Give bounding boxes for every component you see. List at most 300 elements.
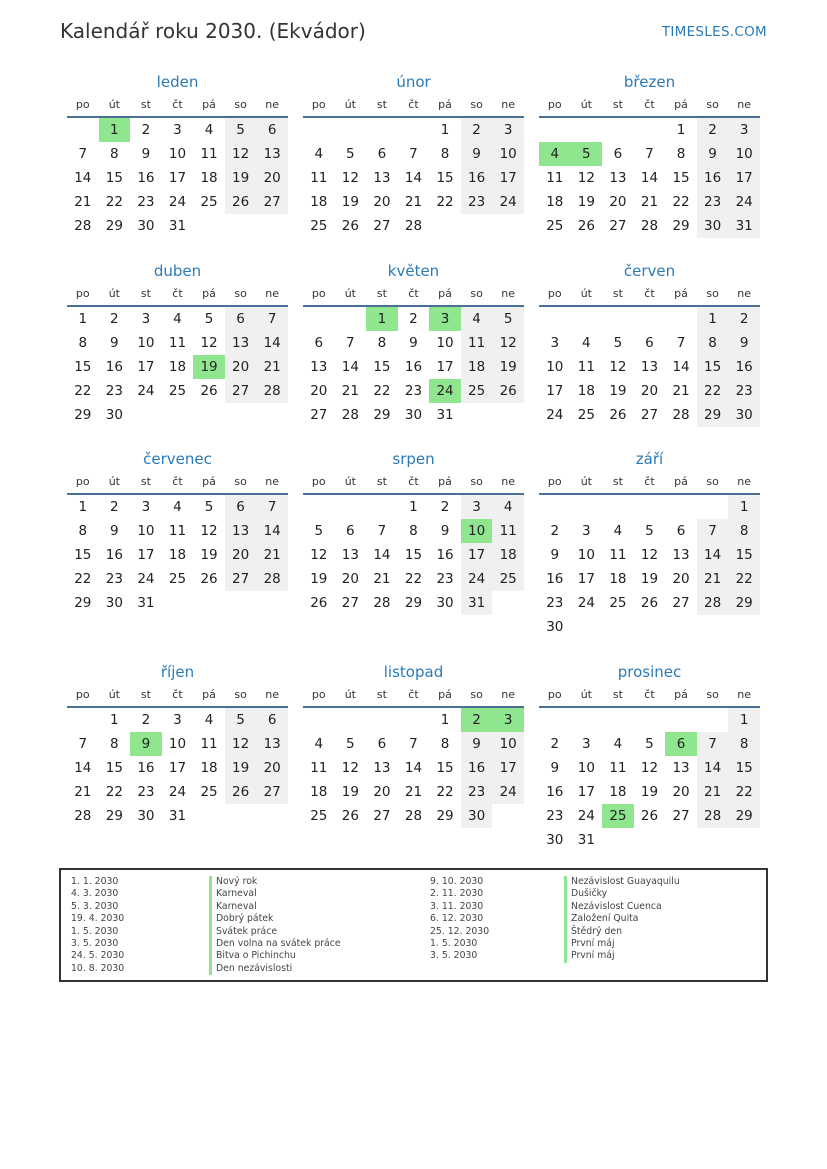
day-cell: 21 [404,194,423,210]
day-cell: 1 [728,708,760,732]
day-cell: 17 [492,166,524,190]
day-cell: 14 [74,760,92,776]
day-cell: 14 [672,359,690,375]
weekday-label: ne [737,287,752,300]
weekday-label: st [140,287,151,300]
day-cell: 16 [546,784,564,800]
weekday-label: pá [202,475,216,488]
day-cell: 22 [404,571,423,587]
day-cell: 26 [492,379,524,403]
day-cell: 1 [697,307,729,331]
day-cell: 1 [78,311,88,327]
weekday-label: po [75,287,90,300]
weekday-label: pá [674,98,688,111]
weekday-label: pá [202,287,216,300]
month-title: leden [156,73,199,91]
legend-holiday-name: Nezávislost Guayaquilu [564,876,680,888]
day-cell: 4 [613,523,623,539]
weekday-label: so [470,688,483,701]
day-cell: 18 [200,170,218,186]
weekday-label: pá [674,287,688,300]
month-říjen [67,661,288,828]
day-cell: 28 [697,591,729,615]
day-grid [67,118,288,238]
day-cell: 22 [105,784,123,800]
legend-holiday-name: První máj [564,950,680,962]
weekday-header [539,283,760,307]
empty-cell [571,307,603,331]
day-cell: 8 [676,146,686,162]
day-cell: 7 [697,519,729,543]
holiday-day-cell: 5 [571,142,603,166]
day-cell: 26 [640,808,659,824]
weekday-label: út [580,475,592,488]
day-cell: 5 [492,307,524,331]
holiday-day-cell: 19 [193,355,225,379]
day-cell: 10 [546,359,564,375]
day-cell: 26 [341,218,359,234]
day-cell: 25 [609,595,627,611]
day-cell: 31 [577,832,595,848]
day-cell: 19 [640,784,659,800]
day-cell: 2 [141,122,151,138]
day-cell: 17 [577,784,595,800]
day-cell: 8 [728,732,760,756]
day-cell: 25 [310,218,328,234]
day-cell: 6 [256,708,288,732]
day-cell: 18 [200,760,218,776]
day-cell: 10 [577,547,595,563]
weekday-label: ne [501,287,516,300]
day-cell: 23 [137,784,155,800]
empty-cell [67,118,99,142]
legend-date: 19. 4. 2030 [71,913,125,925]
day-cell: 7 [676,335,686,351]
day-cell: 14 [697,756,729,780]
day-cell: 5 [346,736,355,752]
day-cell: 4 [461,307,493,331]
day-cell: 21 [74,784,92,800]
month-červen [539,260,760,427]
day-cell: 1 [409,499,418,515]
day-cell: 28 [404,218,423,234]
weekday-label: út [344,287,356,300]
day-cell: 16 [546,571,564,587]
empty-cell [634,118,666,142]
empty-cell [665,495,697,519]
day-cell: 12 [225,142,257,166]
day-cell: 23 [546,808,564,824]
weekday-label: so [706,688,719,701]
day-cell: 23 [105,571,123,587]
weekday-label: po [75,98,90,111]
day-cell: 24 [546,407,564,423]
day-cell: 27 [256,780,288,804]
weekday-label: st [612,475,623,488]
day-cell: 3 [492,118,524,142]
legend-holiday-name: Den volna na svátek práce [209,938,341,950]
day-cell: 10 [168,736,187,752]
weekday-label: út [108,287,120,300]
day-cell: 28 [256,567,288,591]
day-cell: 16 [461,166,493,190]
day-cell: 7 [645,146,654,162]
weekday-label: čt [408,287,419,300]
day-cell: 23 [728,379,760,403]
day-cell: 21 [74,194,92,210]
day-cell: 30 [546,619,564,635]
day-cell: 29 [404,595,423,611]
day-cell: 19 [341,194,359,210]
day-cell: 4 [613,736,623,752]
day-cell: 27 [373,218,391,234]
day-cell: 13 [373,170,391,186]
month-listopad [303,661,524,828]
day-cell: 18 [310,784,328,800]
day-cell: 7 [697,732,729,756]
day-cell: 12 [640,760,659,776]
day-cell: 30 [436,595,454,611]
weekday-label: pá [438,688,452,701]
day-cell: 12 [640,547,659,563]
day-cell: 20 [256,756,288,780]
day-cell: 28 [341,407,359,423]
legend-date: 6. 12. 2030 [430,913,484,925]
day-cell: 24 [168,784,187,800]
day-cell: 18 [310,194,328,210]
day-cell: 5 [314,523,324,539]
day-cell: 10 [137,523,155,539]
day-cell: 6 [613,146,623,162]
weekday-label: so [234,475,247,488]
day-cell: 11 [492,519,524,543]
day-cell: 13 [256,142,288,166]
legend-date: 1. 1. 2030 [71,876,119,887]
day-cell: 19 [225,756,257,780]
day-cell: 24 [492,190,524,214]
weekday-label: čt [644,98,655,111]
weekday-label: so [706,98,719,111]
day-cell: 22 [373,383,391,399]
legend-holiday-name: Nezávislost Cuenca [564,901,680,913]
day-cell: 11 [461,331,493,355]
weekday-label: ne [265,688,280,701]
day-cell: 8 [409,523,418,539]
month-title: prosinec [617,663,682,681]
weekday-label: po [75,475,90,488]
weekday-label: po [547,98,562,111]
day-cell: 27 [672,595,690,611]
day-cell: 9 [110,335,119,351]
day-cell: 26 [310,595,328,611]
day-cell: 15 [105,170,123,186]
legend-holiday-name: Karneval [209,888,341,900]
holiday-day-cell: 1 [99,118,131,142]
day-cell: 23 [404,383,423,399]
day-cell: 24 [137,383,155,399]
day-cell: 8 [78,523,88,539]
empty-cell [634,495,666,519]
weekday-label: út [344,98,356,111]
month-title: listopad [383,663,444,681]
day-cell: 24 [728,190,760,214]
weekday-label: čt [172,287,183,300]
day-grid [303,495,524,615]
day-cell: 26 [609,407,627,423]
empty-cell [335,307,367,331]
weekday-label: út [344,475,356,488]
day-cell: 7 [78,146,88,162]
legend-holiday-name: Karneval [209,901,341,913]
weekday-label: čt [644,287,655,300]
legend-holiday-name: Svátek práce [209,926,341,938]
day-cell: 12 [577,170,595,186]
day-cell: 17 [137,547,155,563]
day-cell: 15 [436,170,454,186]
weekday-label: po [311,688,326,701]
legend-holiday-name: Dobrý pátek [209,913,341,925]
day-cell: 7 [78,736,88,752]
weekday-label: pá [202,688,216,701]
day-cell: 14 [256,519,288,543]
day-cell: 14 [373,547,391,563]
month-květen [303,260,524,427]
month-březen [539,71,760,238]
weekday-header [539,94,760,118]
weekday-header [303,283,524,307]
legend-holiday-name: Štědrý den [564,926,680,938]
weekday-label: st [140,475,151,488]
day-cell: 13 [341,547,359,563]
holiday-day-cell: 4 [539,142,571,166]
day-cell: 14 [341,359,359,375]
day-cell: 27 [672,808,690,824]
day-cell: 16 [697,166,729,190]
weekday-header [67,471,288,495]
day-cell: 18 [609,784,627,800]
weekday-header [539,471,760,495]
day-cell: 16 [105,359,123,375]
weekday-label: st [612,688,623,701]
day-cell: 20 [640,383,659,399]
day-cell: 12 [492,331,524,355]
day-cell: 9 [550,760,560,776]
day-cell: 19 [310,571,328,587]
day-cell: 6 [225,307,257,331]
month-title: březen [623,73,676,91]
day-cell: 15 [672,170,690,186]
day-cell: 18 [546,194,564,210]
day-cell: 3 [173,712,182,728]
day-cell: 20 [672,571,690,587]
month-červenec [67,448,288,615]
page-title: Kalendář roku 2030. (Ekvádor) [60,19,366,43]
empty-cell [539,118,571,142]
day-cell: 23 [546,595,564,611]
day-cell: 5 [204,499,214,515]
day-grid [303,307,524,427]
day-cell: 13 [256,732,288,756]
day-cell: 26 [640,595,659,611]
day-cell: 6 [676,523,686,539]
day-cell: 2 [141,712,151,728]
day-cell: 9 [728,331,760,355]
day-cell: 25 [461,379,493,403]
day-cell: 8 [78,335,88,351]
weekday-label: čt [172,688,183,701]
day-cell: 27 [341,595,359,611]
day-cell: 25 [577,407,595,423]
day-cell: 1 [440,122,450,138]
day-cell: 16 [137,170,155,186]
day-cell: 27 [609,218,627,234]
empty-cell [602,495,634,519]
day-cell: 2 [550,736,560,752]
day-cell: 14 [404,760,423,776]
day-cell: 20 [341,571,359,587]
legend-left-names [209,876,341,975]
day-cell: 2 [461,118,493,142]
day-cell: 15 [728,543,760,567]
weekday-label: st [140,688,151,701]
day-cell: 14 [74,170,92,186]
day-cell: 3 [173,122,182,138]
weekday-label: po [547,688,562,701]
day-cell: 5 [225,118,257,142]
day-grid [67,708,288,828]
day-cell: 29 [105,218,123,234]
day-cell: 21 [373,571,391,587]
day-cell: 2 [550,523,560,539]
day-cell: 20 [672,784,690,800]
day-cell: 15 [74,359,92,375]
weekday-label: so [470,287,483,300]
day-cell: 18 [577,383,595,399]
day-cell: 30 [546,832,564,848]
day-cell: 17 [168,760,187,776]
empty-cell [303,307,335,331]
empty-cell [602,708,634,732]
day-cell: 8 [697,331,729,355]
day-cell: 3 [461,495,493,519]
day-cell: 15 [728,756,760,780]
day-cell: 14 [640,170,659,186]
day-cell: 21 [697,780,729,804]
day-cell: 24 [492,780,524,804]
day-cell: 10 [137,335,155,351]
day-cell: 19 [609,383,627,399]
day-cell: 13 [672,760,690,776]
day-cell: 29 [728,804,760,828]
day-cell: 21 [256,355,288,379]
empty-cell [303,708,335,732]
month-leden [67,71,288,238]
day-cell: 13 [640,359,659,375]
day-cell: 18 [168,359,187,375]
day-cell: 28 [697,804,729,828]
day-cell: 22 [74,571,92,587]
weekday-label: ne [265,475,280,488]
day-cell: 24 [577,595,595,611]
day-cell: 10 [728,142,760,166]
weekday-label: pá [202,98,216,111]
legend-date: 1. 5. 2030 [71,925,119,937]
day-cell: 9 [461,732,493,756]
day-cell: 31 [461,591,493,615]
brand-link[interactable]: TIMESLES.COM [661,24,767,40]
day-cell: 18 [492,543,524,567]
legend-date: 25. 12. 2030 [430,925,490,937]
day-cell: 2 [728,307,760,331]
weekday-label: pá [674,475,688,488]
day-cell: 1 [440,712,450,728]
day-cell: 10 [492,142,524,166]
weekday-label: ne [737,475,752,488]
legend-date: 5. 3. 2030 [71,900,119,912]
month-title: červenec [143,450,212,468]
day-cell: 25 [310,808,328,824]
day-cell: 2 [440,499,450,515]
day-cell: 15 [74,547,92,563]
day-cell: 10 [168,146,187,162]
day-cell: 13 [609,170,627,186]
day-cell: 20 [373,784,391,800]
day-cell: 20 [225,355,257,379]
weekday-label: st [376,287,387,300]
weekday-label: st [612,98,623,111]
day-cell: 11 [310,760,328,776]
holiday-day-cell: 3 [429,307,461,331]
day-cell: 7 [409,736,418,752]
day-cell: 12 [341,170,359,186]
empty-cell [398,708,430,732]
day-cell: 20 [609,194,627,210]
legend-holiday-name: Dušičky [564,888,680,900]
day-cell: 9 [440,523,450,539]
empty-cell [634,708,666,732]
day-cell: 27 [225,379,257,403]
day-cell: 26 [200,571,218,587]
day-cell: 11 [168,335,187,351]
day-cell: 5 [346,146,355,162]
day-cell: 2 [409,311,418,327]
weekday-label: út [108,98,120,111]
day-cell: 11 [546,170,564,186]
day-cell: 31 [728,214,760,238]
weekday-label: ne [265,287,280,300]
day-cell: 8 [440,736,450,752]
day-cell: 27 [640,407,659,423]
day-grid [303,708,524,828]
day-cell: 11 [609,547,627,563]
weekday-label: po [311,98,326,111]
day-cell: 5 [225,708,257,732]
legend-left-dates [71,876,124,975]
holiday-day-cell: 10 [461,519,493,543]
day-cell: 5 [645,523,654,539]
day-cell: 11 [200,736,218,752]
day-cell: 26 [577,218,595,234]
day-cell: 28 [373,595,391,611]
weekday-header [303,94,524,118]
day-cell: 6 [314,335,324,351]
legend-date: 9. 10. 2030 [430,876,484,887]
weekday-label: čt [172,475,183,488]
weekday-label: ne [265,98,280,111]
weekday-label: čt [408,98,419,111]
weekday-label: ne [737,688,752,701]
day-cell: 17 [546,383,564,399]
